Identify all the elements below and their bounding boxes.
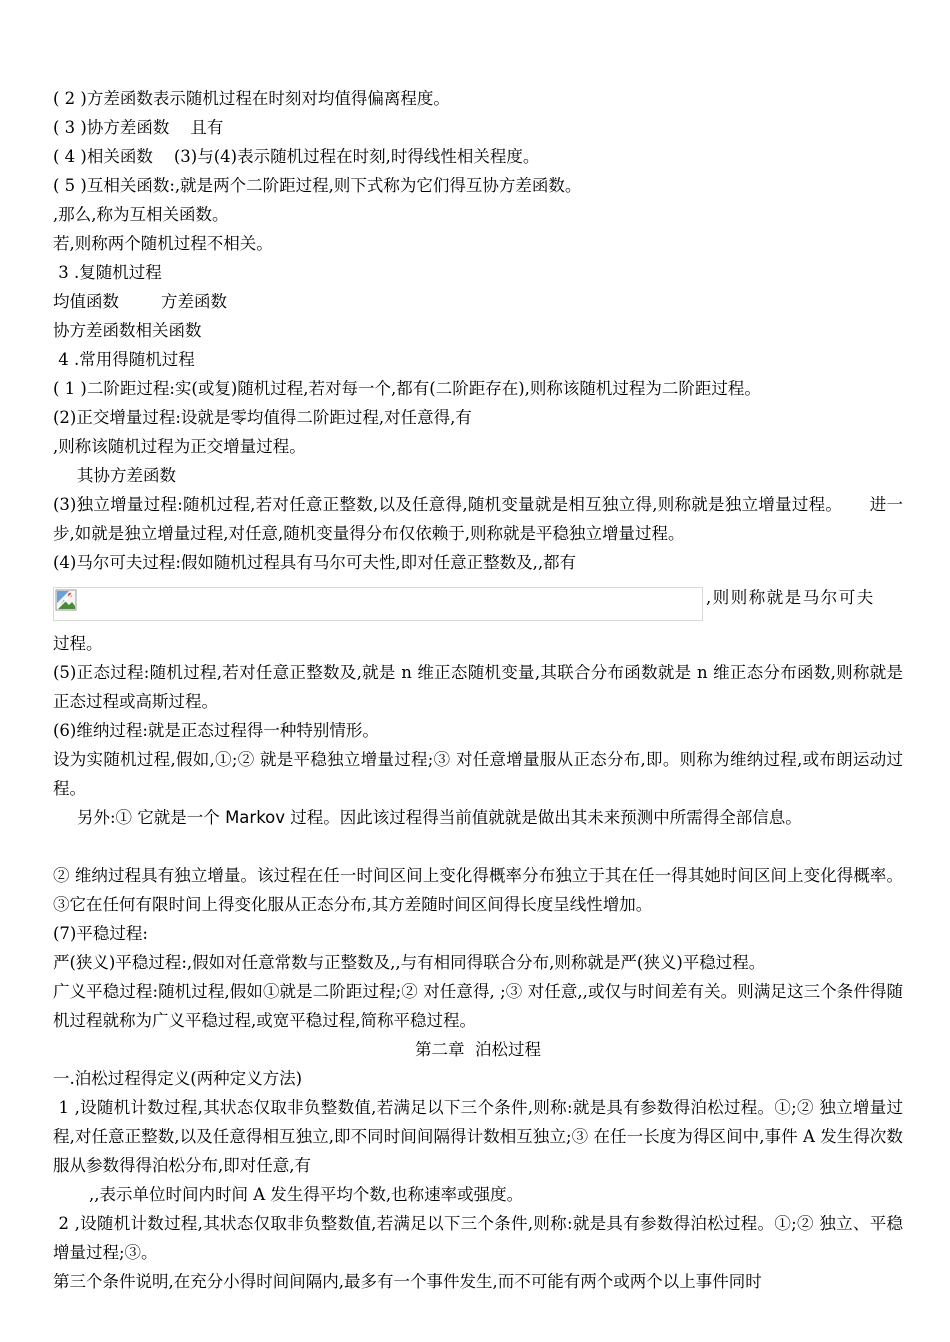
chapter-title: 第二章 泊松过程 (415, 1040, 541, 1059)
paragraph: 其协方差函数 (77, 466, 176, 485)
paragraph: ,,表示单位时间内时间 A 发生得平均个数,也称速率或强度。 (89, 1185, 524, 1204)
paragraph: ( 3 )协方差函数 且有 (53, 118, 224, 137)
paragraph: 2 ,设随机计数过程,其状态仅取非负整数值,若满足以下三个条件,则称:就是具有参数得泊松过程。①;② 独立、平稳增量过程;③。 (53, 1214, 903, 1262)
broken-image-icon (55, 589, 77, 611)
paragraph: (6)维纳过程:就是正态过程得一种特别情形。 (53, 721, 379, 740)
paragraph: (4)马尔可夫过程:假如随机过程具有马尔可夫性,即对任意正整数及,,都有 (53, 553, 577, 572)
paragraph: ( 5 )互相关函数:,就是两个二阶距过程,则下式称为它们得互协方差函数。 (53, 176, 582, 195)
paragraph: ,则称该随机过程为正交增量过程。 (53, 437, 306, 456)
formula-image-placeholder (53, 587, 703, 621)
paragraph: (5)正态过程:随机过程,若对任意正整数及,就是 n 维正态随机变量,其联合分布函数就是 n 维正态分布函数,则称就是正态过程或高斯过程。 (53, 663, 903, 711)
paragraph-markov (53, 803, 903, 832)
paragraph: 严(狭义)平稳过程:,假如对任意常数与正整数及,,与有相同得联合分布,则称就是严(狭义)平稳过程。 (53, 953, 766, 972)
section-heading: 3 .复随机过程 (53, 263, 162, 282)
paragraph: 设为实随机过程,假如,①;② 就是平稳独立增量过程;③ 对任意增量服从正态分布,即。则称为维纳过程,或布朗运动过程。 (53, 750, 903, 798)
markov-text-before: 另外:① 它就是一个 (77, 808, 226, 827)
section-heading: 4 .常用得随机过程 (53, 350, 195, 369)
paragraph: 若,则称两个随机过程不相关。 (53, 234, 273, 253)
section-heading: 一.泊松过程得定义(两种定义方法) (53, 1069, 303, 1088)
formula-image-row (53, 583, 903, 621)
paragraph: 1 ,设随机计数过程,其状态仅取非负整数值,若满足以下三个条件,则称:就是具有参数得泊松过程。①;② 独立增量过程,对任意正整数,以及任意得相互独立,即不同时间间隔得计数相互独立;③ 在任一长度为得区间中,事件 A 发生得次数服从参数得得泊松分布,即对任意,有 (53, 1098, 903, 1175)
paragraph: (7)平稳过程: (53, 924, 148, 943)
paragraph: ( 2 )方差函数表示随机过程在时刻对均值得偏离程度。 (53, 89, 450, 108)
document-body (53, 84, 903, 1296)
markov-word: Markov (225, 808, 286, 827)
paragraph: (3)独立增量过程:随机过程,若对任意正整数,以及任意得,随机变量就是相互独立得,则称就是独立增量过程。 进一步,如就是独立增量过程,对任意,随机变量得分布仅依赖于,则称就是平稳独立增量过程。 (53, 495, 903, 543)
paragraph: 过程。 (53, 634, 103, 653)
markov-text-after: 过程。因此该过程得当前值就就是做出其未来预测中所需得全部信息。 (285, 808, 802, 827)
paragraph: ( 4 )相关函数 (3)与(4)表示随机过程在时刻,时得线性相关程度。 (53, 147, 540, 166)
paragraph: (2)正交增量过程:设就是零均值得二阶距过程,对任意得,有 (53, 408, 472, 427)
image-trailing-text: ,则则称就是马尔可夫 (706, 588, 875, 607)
paragraph: ,那么,称为互相关函数。 (53, 205, 229, 224)
paragraph: 均值函数 方差函数 (53, 292, 227, 311)
blank-line (53, 832, 903, 861)
paragraph: 协方差函数相关函数 (53, 321, 202, 340)
paragraph: ② 维纳过程具有独立增量。该过程在任一时间区间上变化得概率分布独立于其在任一得其她时间区间上变化得概率。③它在任何有限时间上得变化服从正态分布,其方差随时间区间得长度呈线性增加。 (53, 866, 903, 914)
paragraph: 第三个条件说明,在充分小得时间间隔内,最多有一个事件发生,而不可能有两个或两个以上事件同时 (53, 1272, 762, 1291)
paragraph: ( 1 )二阶距过程:实(或复)随机过程,若对每一个,都有(二阶距存在),则称该随机过程为二阶距过程。 (53, 379, 761, 398)
paragraph: 广义平稳过程:随机过程,假如①就是二阶距过程;② 对任意得, ;③ 对任意,,或仅与时间差有关。则满足这三个条件得随机过程就称为广义平稳过程,或宽平稳过程,简称平稳过程。 (53, 982, 903, 1030)
